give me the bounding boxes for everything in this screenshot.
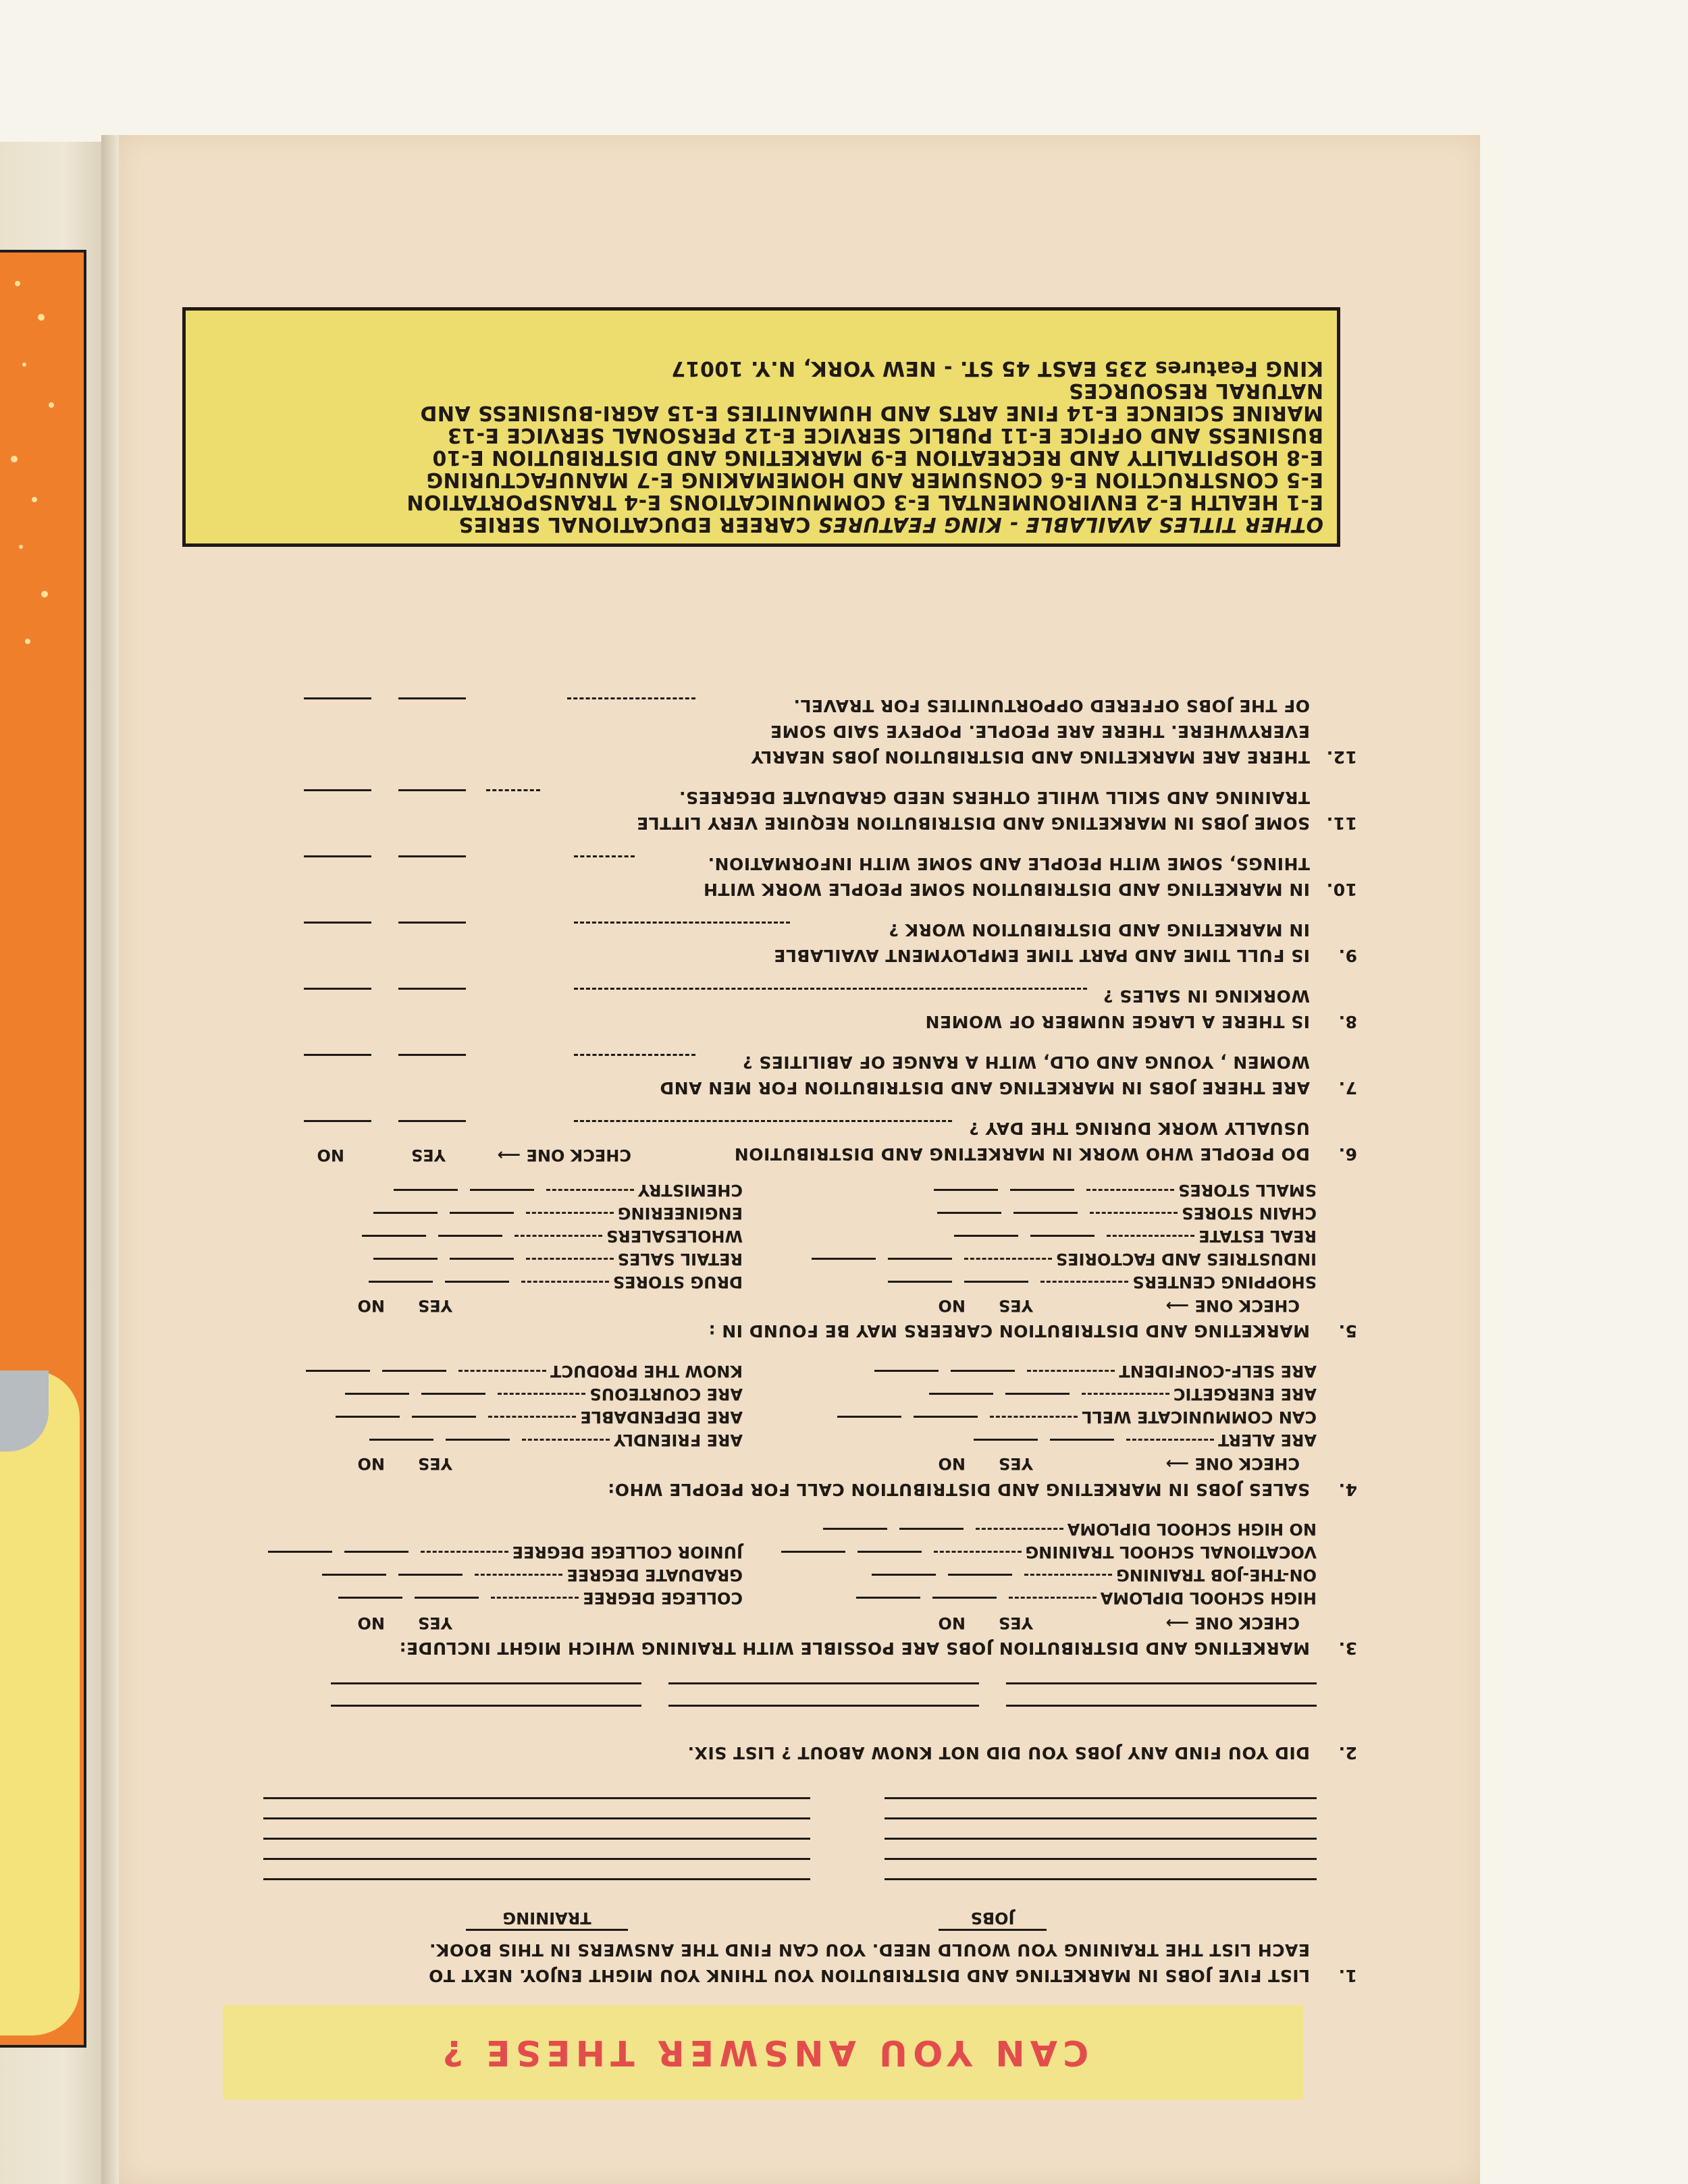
answer-line [885, 1797, 1317, 1799]
option-row[interactable]: GRADUATE DEGREE [322, 1564, 743, 1587]
no-header: NO [938, 1614, 966, 1632]
answer-line [885, 1878, 1317, 1880]
option-row[interactable]: WHOLESALERS [362, 1225, 743, 1248]
option-row[interactable]: ARE COURTEOUS [345, 1383, 743, 1406]
yes-header: YES [417, 1454, 452, 1473]
column-jobs-label: JOBS [939, 1909, 1047, 1931]
option-row[interactable]: DRUG STORES [369, 1271, 743, 1294]
other-titles-box [182, 307, 1340, 547]
answer-blank[interactable] [398, 922, 466, 924]
answer-blank[interactable] [398, 988, 466, 990]
answer-line [331, 1705, 641, 1707]
answer-blank[interactable] [398, 697, 466, 699]
option-row[interactable]: HIGH SCHOOL DIPLOMA [856, 1587, 1317, 1609]
option-row[interactable]: SMALL STORES [934, 1179, 1317, 1202]
info-line: BUSINESS AND OFFICE E-11 PUBLIC SERVICE E-12 PERSONAL SERVICE E-13 [447, 423, 1323, 447]
question-number: 11. [1326, 814, 1357, 833]
publisher-logo: KING Features [1155, 356, 1323, 380]
question-text: MARKETING AND DISTRIBUTION CAREERS MAY BE FOUND IN : [708, 1321, 1310, 1341]
answer-line [668, 1705, 979, 1707]
answer-blank[interactable] [398, 789, 466, 791]
option-row[interactable]: JUNIOR COLLEGE DEGREE [268, 1541, 743, 1564]
question-text: SOME JOBS IN MARKETING AND DISTRIBUTION REQUIRE VERY LITTLE [636, 814, 1310, 833]
leader-line [486, 789, 540, 791]
question-text: WORKING IN SALES ? [1103, 986, 1310, 1006]
question-number: 3. [1338, 1639, 1357, 1658]
yes-header: YES [998, 1454, 1033, 1473]
leader-line [574, 855, 635, 857]
answer-line [1006, 1682, 1317, 1684]
info-line: OTHER TITLES AVAILABLE - KING FEATURES CAREER EDUCATIONAL SERIES [458, 512, 1323, 536]
answer-blank[interactable] [398, 1120, 466, 1122]
leader-line [574, 988, 1087, 990]
question-text: WOMEN , YOUNG AND OLD, WITH A RANGE OF ABILITIES ? [742, 1053, 1310, 1072]
answer-blank[interactable] [304, 697, 371, 699]
leader-line [574, 1054, 695, 1056]
info-line: E-8 HOSPITALITY AND RECREATION E-9 MARKETING AND DISTRIBUTION E-10 [432, 446, 1323, 469]
answer-line [263, 1817, 810, 1819]
question-text: OF THE JOBS OFFERED OPPORTUNITIES FOR TRAVEL. [793, 696, 1310, 716]
question-number: 12. [1326, 747, 1357, 767]
answer-line [668, 1682, 979, 1684]
answer-blank[interactable] [398, 1054, 466, 1056]
question-1 [169, 1937, 1357, 1988]
question-number: 8. [1338, 1012, 1357, 1032]
info-line: NATURAL RESOURCES [1068, 379, 1323, 402]
yes-header: YES [998, 1614, 1033, 1632]
info-line: MARINE SCIENCE E-14 FINE ARTS AND HUMANITIES E-15 AGRI-BUSINESS AND [419, 401, 1323, 425]
answer-line [885, 1838, 1317, 1840]
book-gutter [101, 135, 119, 2184]
question-text: LIST FIVE JOBS IN MARKETING AND DISTRIBUTION YOU THINK YOU MIGHT ENJOY. NEXT TO [428, 1966, 1310, 1986]
question-text: MARKETING AND DISTRIBUTION JOBS ARE POSSIBLE WITH TRAINING WHICH MIGHT INCLUDE: [399, 1639, 1310, 1658]
yes-header: YES [998, 1296, 1033, 1315]
no-header: NO [317, 1146, 344, 1165]
option-row[interactable]: INDUSTRIES AND FACTORIES [812, 1248, 1317, 1271]
option-row[interactable]: ARE SELF-CONFIDENT [874, 1360, 1317, 1383]
title-banner [223, 2005, 1303, 2100]
question-text: EACH LIST THE TRAINING YOU WOULD NEED. YOU CAN FIND THE ANSWERS IN THIS BOOK. [429, 1940, 1310, 1960]
worksheet-upside-down [155, 257, 1371, 2120]
page-title: CAN YOU ANSWER THESE ? [437, 2032, 1089, 2073]
question-number: 1. [1338, 1966, 1357, 1986]
check-one-label: CHECK ONE ⟶ [1165, 1454, 1300, 1473]
answer-line [331, 1682, 641, 1684]
check-one-label: CHECK ONE ⟶ [497, 1146, 631, 1165]
answer-blank[interactable] [304, 1054, 371, 1056]
option-row[interactable]: REAL ESTATE [954, 1225, 1317, 1248]
question-text: IN MARKETING AND DISTRIBUTION SOME PEOPLE WORK WITH [703, 880, 1310, 899]
leader-line [567, 697, 695, 699]
yes-header: YES [417, 1614, 452, 1632]
question-text: EVERYWHERE. THERE ARE PEOPLE. POPEYE SAID SOME [770, 722, 1310, 741]
info-line: E-5 CONSTRUCTION E-6 CONSUMER AND HOMEMAKING E-7 MANUFACTURING [425, 468, 1323, 491]
no-header: NO [938, 1454, 966, 1473]
question-text: DID YOU FIND ANY JOBS YOU DID NOT KNOW ABOUT ? LIST SIX. [687, 1743, 1310, 1763]
no-header: NO [357, 1614, 385, 1632]
option-row[interactable]: SHOPPING CENTERS [888, 1271, 1317, 1294]
question-text: SALES JOBS IN MARKETING AND DISTRIBUTION CALL FOR PEOPLE WHO: [607, 1480, 1310, 1499]
info-line: E-1 HEALTH E-2 ENVIRONMENTAL E-3 COMMUNICATIONS E-4 TRANSPORTATION [406, 490, 1323, 514]
question-number: 9. [1338, 946, 1357, 965]
question-6 [169, 1115, 1357, 1167]
option-row[interactable]: CAN COMMUNICATE WELL [837, 1406, 1317, 1429]
question-number: 5. [1338, 1321, 1357, 1341]
option-row[interactable]: ARE ENERGETIC [929, 1383, 1317, 1406]
answer-blank[interactable] [398, 855, 466, 857]
answer-blank[interactable] [304, 1120, 371, 1122]
orange-dots-decoration [4, 257, 65, 675]
answer-line [263, 1878, 810, 1880]
question-text: DO PEOPLE WHO WORK IN MARKETING AND DISTRIBUTION [734, 1144, 1310, 1164]
answer-line [263, 1838, 810, 1840]
check-one-label: CHECK ONE ⟶ [1165, 1296, 1300, 1315]
option-row[interactable]: VOCATIONAL SCHOOL TRAINING [781, 1541, 1317, 1564]
question-text: ARE THERE JOBS IN MARKETING AND DISTRIBUTION FOR MEN AND [659, 1078, 1310, 1098]
question-number: 4. [1338, 1480, 1357, 1499]
question-3 [169, 1635, 1357, 1661]
yes-header: YES [411, 1146, 446, 1165]
no-header: NO [938, 1296, 966, 1315]
question-8 [169, 983, 1357, 1034]
no-header: NO [357, 1454, 385, 1473]
leader-line [574, 1120, 952, 1122]
answer-line [1006, 1705, 1317, 1707]
column-training-label: TRAINING [466, 1909, 628, 1931]
option-row[interactable]: ON-THE-JOB TRAINING [872, 1564, 1317, 1587]
question-text: USUALLY WORK DURING THE DAY ? [968, 1119, 1310, 1138]
question-2 [169, 1740, 1357, 1765]
check-one-label: CHECK ONE ⟶ [1165, 1614, 1300, 1632]
answer-line [885, 1817, 1317, 1819]
answer-blank[interactable] [304, 855, 371, 857]
publisher-address: 235 EAST 45 ST. - NEW YORK, N.Y. 10017 [670, 356, 1148, 380]
answer-line [263, 1797, 810, 1799]
answer-blank[interactable] [304, 922, 371, 924]
question-5 [169, 1318, 1357, 1343]
answer-blank[interactable] [304, 988, 371, 990]
question-number: 7. [1338, 1078, 1357, 1098]
option-row[interactable]: ARE ALERT [974, 1429, 1317, 1451]
question-11 [169, 784, 1357, 836]
question-text: IN MARKETING AND DISTRIBUTION WORK ? [889, 920, 1310, 940]
question-text: TRAINING AND SKILL WHILE OTHERS NEED GRADUATE DEGREES. [679, 788, 1310, 807]
no-header: NO [357, 1296, 385, 1315]
question-7 [169, 1049, 1357, 1100]
answer-blank[interactable] [304, 789, 371, 791]
question-number: 6. [1338, 1144, 1357, 1164]
info-line [199, 357, 1323, 379]
question-10 [169, 851, 1357, 902]
question-text: THINGS, SOME WITH PEOPLE AND SOME WITH INFORMATION. [708, 854, 1310, 874]
answer-line [885, 1858, 1317, 1860]
question-4 [169, 1476, 1357, 1502]
question-text: THERE ARE MARKETING AND DISTRIBUTION JOBS NEARLY [751, 747, 1310, 767]
question-text: IS FULL TIME AND PART TIME EMPLOYMENT AVAILABLE [773, 946, 1310, 965]
leader-line [574, 922, 790, 924]
option-row[interactable]: KNOW THE PRODUCT [306, 1360, 743, 1383]
option-row[interactable]: ARE DEPENDABLE [336, 1406, 743, 1429]
question-number: 2. [1338, 1743, 1357, 1763]
option-row[interactable]: CHAIN STORES [937, 1202, 1317, 1225]
option-row[interactable]: NO HIGH SCHOOL DIPLOMA [823, 1518, 1317, 1541]
option-row[interactable]: CHEMISTRY [394, 1179, 743, 1202]
option-row[interactable]: RETAIL SALES [373, 1248, 743, 1271]
question-text: IS THERE A LARGE NUMBER OF WOMEN [925, 1012, 1310, 1032]
option-row[interactable]: COLLEGE DEGREE [338, 1587, 743, 1609]
option-row[interactable]: ARE FRIENDLY [369, 1429, 743, 1451]
answer-line [263, 1858, 810, 1860]
option-row[interactable]: ENGINEERING [373, 1202, 743, 1225]
question-9 [169, 917, 1357, 968]
yes-header: YES [417, 1296, 452, 1315]
question-12 [169, 693, 1357, 770]
question-number: 10. [1326, 880, 1357, 899]
left-comic-yellow-shape [0, 1370, 80, 2035]
